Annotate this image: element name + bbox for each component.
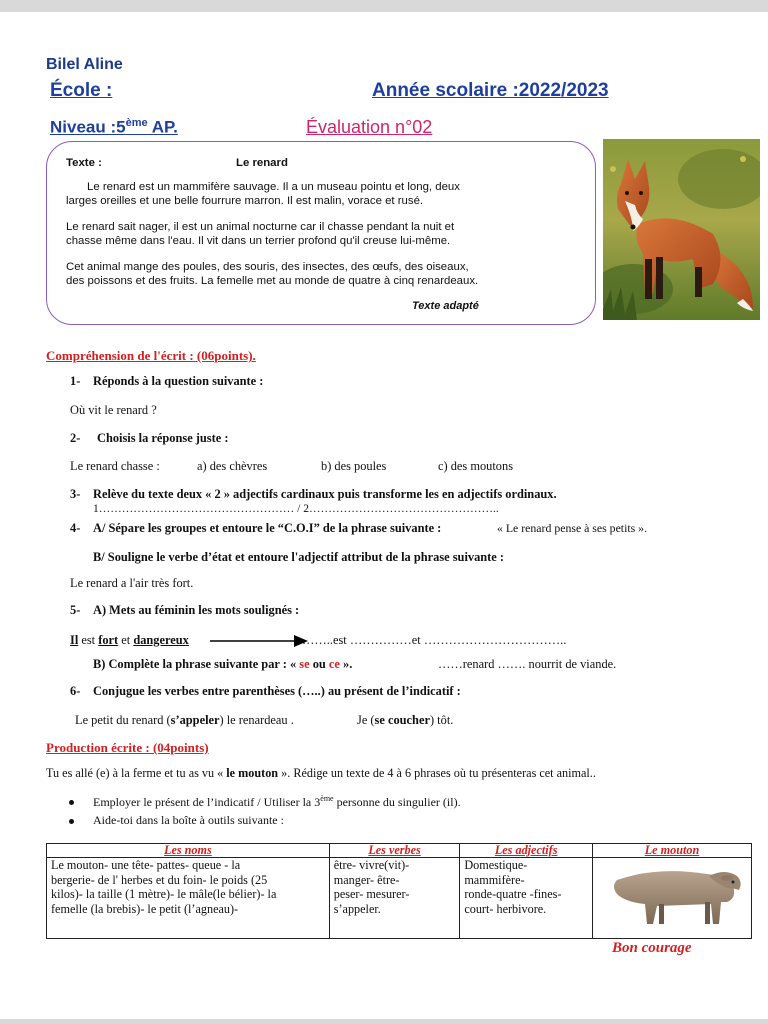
q2-number: 2-	[70, 431, 81, 445]
author-name: Bilel Aline	[46, 56, 123, 73]
table-header: Les noms	[47, 844, 330, 858]
production-bullet-2: Aide-toi dans la boîte à outils suivante :	[93, 813, 284, 827]
texte-label: Texte :	[66, 157, 102, 169]
q5-word-il: Il	[70, 633, 79, 647]
q5b-ce: ce	[328, 657, 340, 671]
q6-sentence-1	[75, 713, 294, 728]
texte-p1-line2: larges oreilles et une belle fourrure marron. Il est malin, vorace et rusé.	[66, 195, 424, 207]
texte-p2-line1: Le renard sait nager, il est un animal nocturne car il chasse pendant la nuit et	[66, 221, 455, 233]
table-row	[47, 858, 752, 939]
comprehension-title: Compréhension de l'écrit : (06points).	[46, 348, 256, 363]
q5-word-fort: fort	[98, 633, 119, 647]
bon-courage: Bon courage	[612, 940, 692, 956]
noms-line: kilos)- la taille (1 mètre)- le mâle(le bélier)- la	[51, 887, 277, 902]
bullet1-post: personne du singulier (il).	[333, 795, 461, 809]
texte-p1-line1: Le renard est un mammifère sauvage. Il a un museau pointu et long, deux	[87, 181, 460, 193]
production-instr-bold: le mouton	[226, 766, 279, 780]
q6-s2-pre: Je (	[357, 713, 375, 727]
q3-instruction: Relève du texte deux « 2 » adjectifs cardinaux puis transforme les en adjectifs ordinaux.	[93, 487, 557, 501]
q5-sentence	[70, 633, 189, 648]
noms-line: femelle (la brebis)- le petit (l’agneau)-	[51, 901, 239, 916]
q3-number: 3-	[70, 487, 81, 501]
q6-instruction: Conjugue les verbes entre parenthèses (…..) au présent de l’indicatif :	[93, 684, 461, 698]
niveau-sup: ème	[125, 117, 148, 129]
noms-line: Le mouton- une tête- pattes- queue - la	[51, 858, 241, 872]
q5b-sentence: ……renard ……. nourrit de viande.	[438, 657, 617, 671]
table-header: Les verbes	[329, 844, 460, 858]
texte-p3-line2: des poissons et des fruits. La femelle met au monde de quatre à cinq renardeaux.	[66, 275, 479, 287]
q5-word-dangereux: dangereux	[133, 633, 189, 647]
q5-answer-blanks: ……..est ……………et ……………………………..	[302, 633, 567, 647]
q5b-post: ».	[339, 657, 353, 671]
production-title: Production écrite : (04points)	[46, 740, 209, 755]
production-instr-pre: Tu es allé (e) à la ferme et tu as vu «	[46, 766, 227, 780]
mouton-image-cell	[592, 858, 751, 939]
q5a-instruction: A) Mets au féminin les mots soulignés :	[93, 603, 300, 617]
evaluation-title: Évaluation n°02	[306, 117, 433, 137]
ecole-label: École :	[50, 80, 113, 101]
niveau-prefix: Niveau :5	[50, 117, 126, 137]
texte-source: Texte adapté	[412, 300, 479, 312]
q4-number: 4-	[70, 521, 81, 535]
q5b-instruction	[93, 657, 352, 672]
q1-instruction: Réponds à la question suivante :	[93, 374, 264, 388]
q1-question: Où vit le renard ?	[70, 403, 157, 417]
q6-sentence-2	[357, 713, 453, 728]
q5b-pre: B) Complète la phrase suivante par : «	[93, 657, 300, 671]
adjectifs-line: ronde-quatre -fines-	[464, 887, 562, 902]
q5-word-et: et	[118, 633, 134, 647]
adjectifs-line: mammifère-	[464, 872, 525, 887]
top-bar	[0, 0, 768, 12]
q4b-sentence: Le renard a l'air très fort.	[70, 576, 194, 590]
verbes-line: peser- mesurer-	[333, 887, 410, 902]
q5b-se: se	[299, 657, 310, 671]
q5-word-est: est	[78, 633, 99, 647]
bullet1-pre: Employer le présent de l’indicatif / Utiliser la 3	[93, 795, 321, 809]
q4a-sentence: « Le renard pense à ses petits ».	[497, 521, 648, 535]
noms-cell	[47, 858, 330, 939]
niveau-suffix: AP.	[147, 117, 178, 137]
q3-answer-line: 1…………………………………………… / 2…………………………………………..	[93, 503, 499, 515]
q2-option-b: b) des poules	[321, 459, 387, 473]
niveau-label	[50, 117, 178, 138]
q2-stem: Le renard chasse :	[70, 459, 160, 473]
annee-scolaire: Année scolaire :2022/2023	[372, 80, 609, 101]
adjectifs-line: Domestique-	[464, 858, 528, 872]
bullet1-sup: ème	[320, 794, 334, 803]
q1-number: 1-	[70, 374, 81, 388]
verbes-line: être- vivre(vit)-	[333, 858, 410, 872]
q6-s2-verb: se coucher	[374, 713, 430, 727]
verbes-line: manger- être-	[333, 872, 400, 887]
texte-title: Le renard	[236, 157, 288, 169]
bullet-icon	[69, 819, 74, 824]
q4a-instruction: A/ Sépare les groupes et entoure le “C.O.I” de la phrase suivante :	[93, 521, 442, 535]
q5b-ou: ou	[309, 657, 329, 671]
verbes-line: s’appeler.	[333, 901, 381, 916]
adjectifs-cell	[460, 858, 593, 939]
production-bullet-1	[93, 794, 461, 810]
adjectifs-line: court- herbivore.	[464, 901, 547, 916]
bullet-icon	[69, 800, 74, 805]
production-instr-post: ». Rédige un texte de 4 à 6 phrases où tu présenteras cet animal..	[278, 766, 596, 780]
q4b-instruction: B/ Souligne le verbe d’état et entoure l'adjectif attribut de la phrase suivante :	[93, 550, 505, 564]
texte-p3-line1: Cet animal mange des poules, des souris, des insectes, des œufs, des oiseaux,	[66, 261, 469, 273]
q6-s1-verb: s’appeler	[170, 713, 220, 727]
texte-p2-line2: chasse même dans l'eau. Il vit dans un terrier profond qu'il creuse lui-même.	[66, 235, 451, 247]
toolbox-table	[46, 843, 752, 939]
table-header: Le mouton	[592, 844, 751, 858]
q6-s1-post: ) le renardeau .	[219, 713, 294, 727]
noms-line: bergerie- de l' herbes et du foin- le poids (25	[51, 872, 268, 887]
bottom-bar	[0, 1019, 768, 1024]
q2-option-a: a) des chèvres	[197, 459, 268, 473]
q6-number: 6-	[70, 684, 81, 698]
q2-option-c: c) des moutons	[438, 459, 514, 473]
sheep-photo	[597, 858, 747, 928]
q6-s1-pre: Le petit du renard (	[75, 713, 171, 727]
arrow-icon	[210, 633, 310, 647]
fox-photo	[603, 139, 760, 320]
verbes-cell	[329, 858, 460, 939]
q2-instruction: Choisis la réponse juste :	[97, 431, 229, 445]
production-instruction	[46, 766, 596, 781]
q6-s2-post: ) tôt.	[429, 713, 454, 727]
table-header-row	[47, 844, 752, 858]
table-header: Les adjectifs	[460, 844, 593, 858]
q5-number: 5-	[70, 603, 81, 617]
